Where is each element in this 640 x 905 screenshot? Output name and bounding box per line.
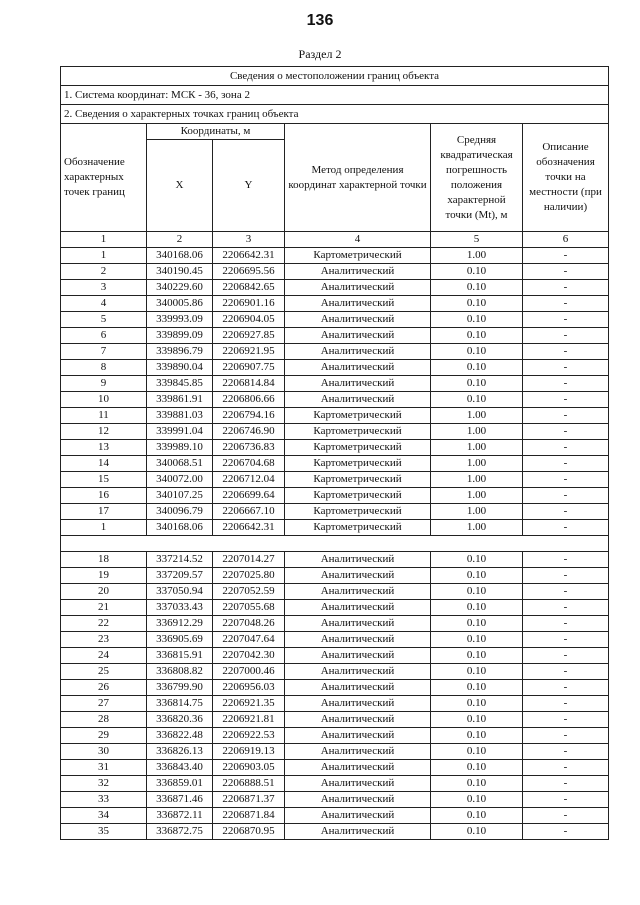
cell-error: 0.10 [431,600,523,616]
cell-method: Аналитический [285,632,431,648]
cell-y: 2206921.35 [213,696,285,712]
table-row [61,568,609,584]
cell-y: 2206842.65 [213,280,285,296]
cell-method: Картометрический [285,248,431,264]
col-number: 1 [61,232,147,248]
cell-desc: - [523,760,609,776]
cell-error: 0.10 [431,584,523,600]
cell-y: 2207052.59 [213,584,285,600]
cell-point: 34 [61,808,147,824]
table-row [61,632,609,648]
cell-point: 3 [61,280,147,296]
cell-method: Аналитический [285,808,431,824]
cell-y: 2206901.16 [213,296,285,312]
cell-error: 1.00 [431,440,523,456]
cell-y: 2206667.10 [213,504,285,520]
cell-error: 0.10 [431,760,523,776]
cell-point: 2 [61,264,147,280]
table-row [61,824,609,840]
table-row [61,440,609,456]
separator-row [61,536,609,552]
table-row [61,648,609,664]
cell-method: Аналитический [285,744,431,760]
table-row [61,792,609,808]
col-number: 2 [147,232,213,248]
table-row [61,456,609,472]
cell-method: Аналитический [285,328,431,344]
cell-point: 22 [61,616,147,632]
cell-y: 2206712.04 [213,472,285,488]
cell-desc: - [523,616,609,632]
cell-y: 2206871.37 [213,792,285,808]
cell-y: 2207014.27 [213,552,285,568]
table-row [61,504,609,520]
cell-y: 2206642.31 [213,248,285,264]
cell-x: 336905.69 [147,632,213,648]
cell-y: 2206699.64 [213,488,285,504]
points-heading: 2. Сведения о характерных точках границ объекта [61,105,609,124]
cell-desc: - [523,648,609,664]
cell-method: Аналитический [285,392,431,408]
cell-y: 2206736.83 [213,440,285,456]
cell-y: 2207025.80 [213,568,285,584]
cell-desc: - [523,424,609,440]
cell-desc: - [523,312,609,328]
cell-point: 31 [61,760,147,776]
cell-error: 0.10 [431,328,523,344]
cell-x: 336871.46 [147,792,213,808]
cell-desc: - [523,376,609,392]
cell-y: 2206927.85 [213,328,285,344]
cell-point: 35 [61,824,147,840]
cell-x: 337214.52 [147,552,213,568]
cell-x: 340107.25 [147,488,213,504]
cell-y: 2206888.51 [213,776,285,792]
cell-desc: - [523,568,609,584]
cell-y: 2207048.26 [213,616,285,632]
table-row [61,680,609,696]
cell-x: 340190.45 [147,264,213,280]
coordinate-system: 1. Система координат: МСК - 36, зона 2 [61,86,609,105]
cell-point: 19 [61,568,147,584]
cell-error: 0.10 [431,344,523,360]
cell-desc: - [523,440,609,456]
cell-x: 336872.75 [147,824,213,840]
cell-x: 339993.09 [147,312,213,328]
col-number: 4 [285,232,431,248]
cell-point: 15 [61,472,147,488]
cell-x: 336799.90 [147,680,213,696]
cell-error: 0.10 [431,264,523,280]
cell-method: Аналитический [285,728,431,744]
cell-y: 2206794.16 [213,408,285,424]
cell-error: 1.00 [431,520,523,536]
cell-y: 2206642.31 [213,520,285,536]
cell-point: 29 [61,728,147,744]
cell-desc: - [523,360,609,376]
cell-x: 337209.57 [147,568,213,584]
table-row [61,328,609,344]
cell-y: 2206956.03 [213,680,285,696]
cell-point: 24 [61,648,147,664]
col-number: 6 [523,232,609,248]
cell-y: 2207042.30 [213,648,285,664]
cell-x: 336822.48 [147,728,213,744]
cell-desc: - [523,296,609,312]
cell-x: 340005.86 [147,296,213,312]
cell-error: 0.10 [431,632,523,648]
header-desc: Описание обозначения точки на местности (при наличии) [523,124,609,232]
cell-error: 0.10 [431,312,523,328]
cell-method: Картометрический [285,408,431,424]
cell-desc: - [523,552,609,568]
cell-desc: - [523,344,609,360]
cell-point: 27 [61,696,147,712]
table-row [61,264,609,280]
cell-point: 23 [61,632,147,648]
cell-x: 340096.79 [147,504,213,520]
cell-x: 340229.60 [147,280,213,296]
cell-error: 0.10 [431,568,523,584]
cell-y: 2206871.84 [213,808,285,824]
table-row [61,744,609,760]
cell-method: Аналитический [285,600,431,616]
cell-error: 0.10 [431,680,523,696]
cell-error: 0.10 [431,728,523,744]
cell-method: Картометрический [285,520,431,536]
cell-point: 4 [61,296,147,312]
cell-x: 339989.10 [147,440,213,456]
table-row [61,520,609,536]
cell-y: 2206806.66 [213,392,285,408]
cell-point: 10 [61,392,147,408]
cell-y: 2206921.81 [213,712,285,728]
cell-point: 1 [61,248,147,264]
page-number: 136 [306,12,334,29]
table-row [61,616,609,632]
col-number: 3 [213,232,285,248]
cell-x: 339845.85 [147,376,213,392]
cell-method: Картометрический [285,504,431,520]
cell-error: 0.10 [431,792,523,808]
cell-method: Аналитический [285,280,431,296]
cell-desc: - [523,776,609,792]
cell-error: 0.10 [431,296,523,312]
table-row [61,600,609,616]
table-row [61,248,609,264]
cell-desc: - [523,744,609,760]
header-point: Обозначение характерных точек границ [61,124,147,232]
cell-y: 2206919.13 [213,744,285,760]
table-row [61,472,609,488]
cell-point: 33 [61,792,147,808]
cell-error: 0.10 [431,696,523,712]
table-row [61,696,609,712]
cell-method: Аналитический [285,696,431,712]
cell-point: 11 [61,408,147,424]
table-row [61,584,609,600]
cell-method: Аналитический [285,648,431,664]
cell-method: Аналитический [285,664,431,680]
cell-desc: - [523,520,609,536]
cell-method: Аналитический [285,264,431,280]
cell-error: 0.10 [431,392,523,408]
cell-point: 30 [61,744,147,760]
cell-desc: - [523,664,609,680]
cell-desc: - [523,408,609,424]
cell-error: 0.10 [431,712,523,728]
cell-method: Аналитический [285,344,431,360]
table-row [61,728,609,744]
cell-x: 339991.04 [147,424,213,440]
cell-point: 32 [61,776,147,792]
cell-point: 17 [61,504,147,520]
header-x: X [147,140,213,232]
cell-x: 336843.40 [147,760,213,776]
cell-point: 14 [61,456,147,472]
cell-x: 339890.04 [147,360,213,376]
table-row [61,552,609,568]
column-numbers-row [61,232,609,248]
cell-y: 2206746.90 [213,424,285,440]
cell-x: 336808.82 [147,664,213,680]
cell-desc: - [523,680,609,696]
cell-y: 2206870.95 [213,824,285,840]
cell-method: Аналитический [285,296,431,312]
cell-error: 1.00 [431,488,523,504]
cell-method: Аналитический [285,680,431,696]
cell-error: 1.00 [431,472,523,488]
table-row [61,760,609,776]
cell-point: 6 [61,328,147,344]
header-y: Y [213,140,285,232]
cell-desc: - [523,696,609,712]
cell-point: 25 [61,664,147,680]
cell-point: 5 [61,312,147,328]
cell-method: Картометрический [285,424,431,440]
section-label: Раздел 2 [298,47,342,61]
cell-point: 7 [61,344,147,360]
table-row [61,776,609,792]
cell-point: 28 [61,712,147,728]
cell-method: Картометрический [285,440,431,456]
cell-desc: - [523,504,609,520]
table-row [61,344,609,360]
cell-x: 340072.00 [147,472,213,488]
cell-x: 336826.13 [147,744,213,760]
cell-method: Картометрический [285,472,431,488]
cell-method: Аналитический [285,776,431,792]
cell-point: 12 [61,424,147,440]
cell-method: Аналитический [285,760,431,776]
cell-desc: - [523,792,609,808]
cell-x: 336815.91 [147,648,213,664]
cell-method: Аналитический [285,376,431,392]
cell-y: 2206704.68 [213,456,285,472]
table-row [61,408,609,424]
cell-desc: - [523,488,609,504]
cell-error: 1.00 [431,408,523,424]
header-method: Метод определения координат характерной точки [285,124,431,232]
cell-x: 336859.01 [147,776,213,792]
cell-point: 1 [61,520,147,536]
cell-error: 0.10 [431,824,523,840]
cell-error: 1.00 [431,424,523,440]
cell-x: 339896.79 [147,344,213,360]
table-row [61,712,609,728]
cell-error: 0.10 [431,616,523,632]
cell-desc: - [523,600,609,616]
cell-x: 337033.43 [147,600,213,616]
cell-error: 0.10 [431,776,523,792]
cell-x: 339861.91 [147,392,213,408]
cell-desc: - [523,728,609,744]
cell-method: Аналитический [285,792,431,808]
cell-x: 336820.36 [147,712,213,728]
cell-y: 2206922.53 [213,728,285,744]
cell-desc: - [523,248,609,264]
cell-x: 336814.75 [147,696,213,712]
separator-cell [61,536,609,552]
table-row [61,280,609,296]
table-row [61,664,609,680]
cell-x: 336912.29 [147,616,213,632]
table-row [61,360,609,376]
cell-x: 336872.11 [147,808,213,824]
cell-error: 0.10 [431,552,523,568]
cell-x: 337050.94 [147,584,213,600]
cell-desc: - [523,472,609,488]
table-row [61,808,609,824]
cell-y: 2206904.05 [213,312,285,328]
cell-point: 26 [61,680,147,696]
cell-method: Аналитический [285,360,431,376]
cell-point: 13 [61,440,147,456]
cell-desc: - [523,280,609,296]
table-title: Сведения о местоположении границ объекта [61,67,609,86]
cell-point: 20 [61,584,147,600]
cell-point: 21 [61,600,147,616]
cell-x: 339881.03 [147,408,213,424]
cell-error: 0.10 [431,744,523,760]
table-row [61,392,609,408]
cell-method: Аналитический [285,712,431,728]
cell-method: Аналитический [285,552,431,568]
cell-method: Картометрический [285,456,431,472]
table-row [61,424,609,440]
cell-x: 340068.51 [147,456,213,472]
cell-error: 1.00 [431,504,523,520]
table-row [61,376,609,392]
cell-y: 2206903.05 [213,760,285,776]
header-coords: Координаты, м [147,124,285,140]
cell-point: 8 [61,360,147,376]
cell-x: 340168.06 [147,520,213,536]
cell-y: 2207000.46 [213,664,285,680]
cell-y: 2206907.75 [213,360,285,376]
cell-method: Картометрический [285,488,431,504]
cell-point: 16 [61,488,147,504]
cell-y: 2207055.68 [213,600,285,616]
table-row [61,312,609,328]
cell-y: 2206695.56 [213,264,285,280]
cell-desc: - [523,264,609,280]
col-number: 5 [431,232,523,248]
cell-desc: - [523,456,609,472]
cell-error: 1.00 [431,248,523,264]
cell-method: Аналитический [285,824,431,840]
cell-error: 0.10 [431,664,523,680]
cell-y: 2206921.95 [213,344,285,360]
cell-error: 1.00 [431,456,523,472]
cell-y: 2206814.84 [213,376,285,392]
cell-desc: - [523,808,609,824]
header-error: Средняя квадратическая погрешность положения характерной точки (Mt), м [431,124,523,232]
cell-desc: - [523,824,609,840]
cell-error: 0.10 [431,376,523,392]
boundary-points-table [60,66,609,840]
cell-point: 18 [61,552,147,568]
cell-error: 0.10 [431,808,523,824]
cell-error: 0.10 [431,280,523,296]
table-row [61,296,609,312]
cell-error: 0.10 [431,648,523,664]
cell-method: Аналитический [285,616,431,632]
cell-method: Аналитический [285,568,431,584]
cell-x: 340168.06 [147,248,213,264]
cell-method: Аналитический [285,584,431,600]
cell-desc: - [523,712,609,728]
cell-desc: - [523,328,609,344]
cell-error: 0.10 [431,360,523,376]
cell-x: 339899.09 [147,328,213,344]
cell-desc: - [523,632,609,648]
table-row [61,488,609,504]
cell-point: 9 [61,376,147,392]
cell-y: 2207047.64 [213,632,285,648]
cell-desc: - [523,392,609,408]
cell-method: Аналитический [285,312,431,328]
cell-desc: - [523,584,609,600]
